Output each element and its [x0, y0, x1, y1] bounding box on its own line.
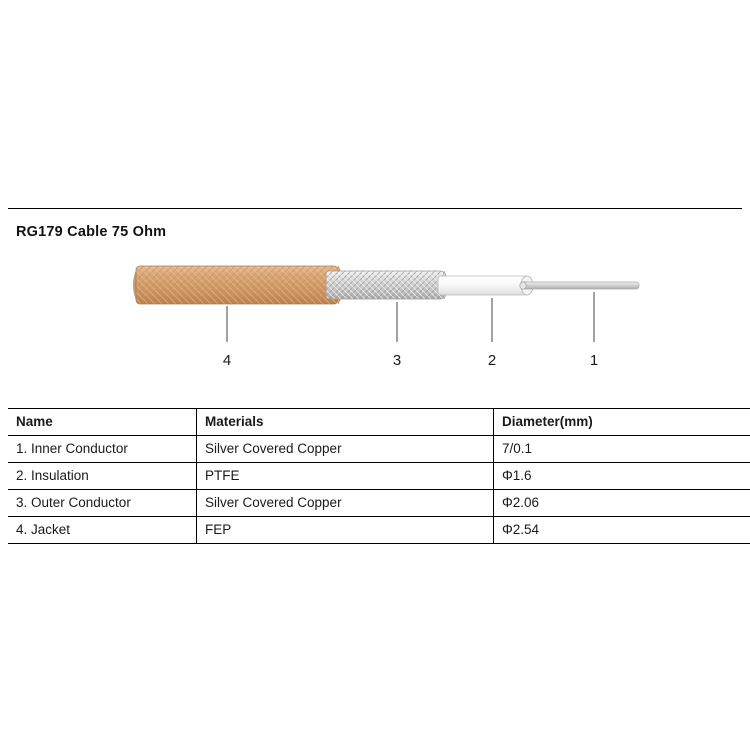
- layer-insulation: [438, 276, 533, 295]
- cell-material: Silver Covered Copper: [197, 436, 494, 463]
- cable-spec-table: [8, 408, 750, 544]
- cell-name: 3. Outer Conductor: [8, 490, 197, 517]
- cell-name: 2. Insulation: [8, 463, 197, 490]
- table-header-row: [8, 409, 750, 436]
- column-header-name: Name: [8, 409, 197, 436]
- cell-material: PTFE: [197, 463, 494, 490]
- column-header-diameter: Diameter(mm): [494, 409, 750, 436]
- table-row: [8, 517, 750, 544]
- layer-jacket: [133, 266, 343, 304]
- callout-label-3: 3: [392, 352, 402, 369]
- cable-cutaway-svg: [8, 248, 742, 393]
- table-row: [8, 436, 750, 463]
- cell-diameter: 7/0.1: [494, 436, 750, 463]
- cell-material: Silver Covered Copper: [197, 490, 494, 517]
- table-row: [8, 463, 750, 490]
- cable-illustration: [8, 248, 742, 393]
- table-row: [8, 490, 750, 517]
- layer-outer-conductor: [326, 271, 448, 299]
- cell-diameter: Φ1.6: [494, 463, 750, 490]
- cell-diameter: Φ2.06: [494, 490, 750, 517]
- cell-name: 4. Jacket: [8, 517, 197, 544]
- page-title: RG179 Cable 75 Ohm: [16, 224, 167, 240]
- layer-inner-conductor: [520, 282, 639, 289]
- cell-name: 1. Inner Conductor: [8, 436, 197, 463]
- callout-label-1: 1: [589, 352, 599, 369]
- callout-label-4: 4: [222, 352, 232, 369]
- cell-diameter: Φ2.54: [494, 517, 750, 544]
- callout-label-2: 2: [487, 352, 497, 369]
- cable-spec-panel: [8, 208, 742, 544]
- panel-top-divider: [8, 208, 742, 209]
- cell-material: FEP: [197, 517, 494, 544]
- column-header-materials: Materials: [197, 409, 494, 436]
